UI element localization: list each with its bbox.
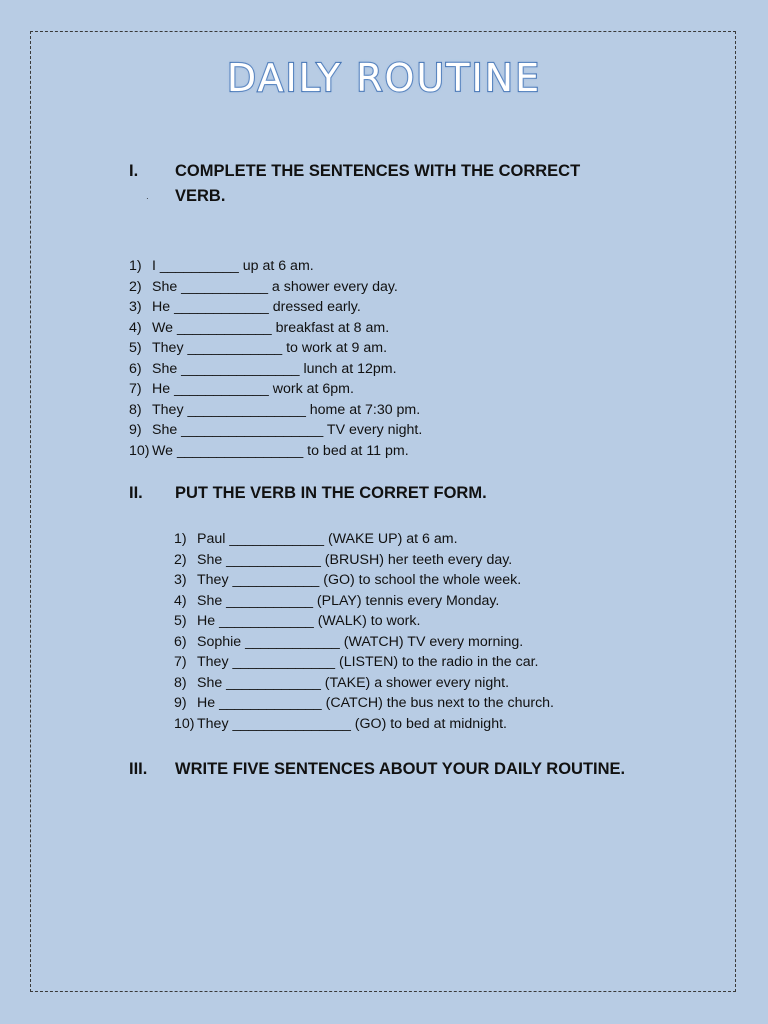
item-text: Sophie ____________ (WATCH) TV every morning. xyxy=(197,633,524,650)
item-number: 1) xyxy=(129,258,142,274)
section-3-heading-text: WRITE FIVE SENTENCES ABOUT YOUR DAILY ROUTINE. xyxy=(175,760,626,778)
item-number: 6) xyxy=(174,633,187,650)
section-1-heading xyxy=(129,159,729,209)
item-text: He _____________ (CATCH) the bus next to the church. xyxy=(197,695,555,711)
item-number: 3) xyxy=(174,572,187,588)
section-2-heading xyxy=(129,481,729,506)
list-item xyxy=(129,359,649,380)
item-text: He ____________ work at 6pm. xyxy=(152,381,354,397)
section-2-number: II. xyxy=(129,484,143,502)
section-3-number: III. xyxy=(129,760,148,778)
item-text: They ____________ to work at 9 am. xyxy=(152,340,388,356)
list-item xyxy=(174,693,714,714)
list-item xyxy=(129,338,649,359)
item-text: He ____________ dressed early. xyxy=(152,299,361,315)
section-1-heading-line-2: VERB. xyxy=(175,187,226,205)
list-item xyxy=(174,550,714,571)
item-number: 6) xyxy=(129,360,142,377)
list-item xyxy=(129,318,649,339)
item-number: 5) xyxy=(174,613,187,629)
list-item xyxy=(129,400,649,421)
item-number: 9) xyxy=(174,695,187,711)
list-item xyxy=(129,277,649,298)
item-text: She __________________ TV every night. xyxy=(152,422,423,438)
item-text: She ____________ (TAKE) a shower every night. xyxy=(197,674,510,691)
section-2-list xyxy=(174,529,714,734)
item-text: We ________________ to bed at 11 pm. xyxy=(152,442,409,459)
list-item xyxy=(174,570,714,591)
list-item xyxy=(129,297,649,318)
item-number: 10) xyxy=(129,442,150,459)
list-item xyxy=(174,611,714,632)
item-number: 10) xyxy=(174,715,195,732)
list-item xyxy=(129,379,649,400)
stray-dot: · xyxy=(146,194,149,203)
item-text: Paul ____________ (WAKE UP) at 6 am. xyxy=(197,531,458,547)
list-item xyxy=(129,441,649,462)
item-text: She _______________ lunch at 12pm. xyxy=(152,360,397,377)
list-item xyxy=(174,652,714,673)
item-text: We ____________ breakfast at 8 am. xyxy=(152,319,390,336)
item-text: I __________ up at 6 am. xyxy=(152,258,314,274)
section-3-heading xyxy=(129,757,729,782)
item-text: They _____________ (LISTEN) to the radio in the car. xyxy=(197,654,539,670)
item-text: She ___________ a shower every day. xyxy=(152,278,398,295)
item-number: 2) xyxy=(174,551,187,568)
item-number: 3) xyxy=(129,299,142,315)
section-1-heading-line-1: COMPLETE THE SENTENCES WITH THE CORRECT xyxy=(175,162,581,180)
list-item xyxy=(174,529,714,550)
list-item xyxy=(174,714,714,735)
list-item xyxy=(174,673,714,694)
item-text: She ___________ (PLAY) tennis every Monday. xyxy=(197,592,500,609)
item-number: 9) xyxy=(129,422,142,438)
list-item xyxy=(174,632,714,653)
section-1-list xyxy=(129,256,649,461)
item-number: 4) xyxy=(174,592,187,609)
list-item xyxy=(174,591,714,612)
item-number: 4) xyxy=(129,319,142,336)
page-title: DAILY ROUTINE xyxy=(226,56,542,100)
list-item xyxy=(129,420,649,441)
item-text: She ____________ (BRUSH) her teeth every day. xyxy=(197,551,513,568)
list-item xyxy=(129,256,649,277)
item-text: They _______________ (GO) to bed at midnight. xyxy=(197,715,507,732)
item-number: 5) xyxy=(129,340,142,356)
item-number: 8) xyxy=(129,401,142,418)
item-text: They _______________ home at 7:30 pm. xyxy=(152,401,421,418)
item-number: 7) xyxy=(129,381,142,397)
section-2-heading-text: PUT THE VERB IN THE CORRET FORM. xyxy=(175,484,487,502)
section-1-number: I. xyxy=(129,162,139,180)
item-number: 7) xyxy=(174,654,187,670)
item-number: 8) xyxy=(174,674,187,691)
item-text: He ____________ (WALK) to work. xyxy=(197,613,421,629)
item-number: 2) xyxy=(129,278,142,295)
item-text: They ___________ (GO) to school the whole week. xyxy=(197,572,522,588)
item-number: 1) xyxy=(174,531,187,547)
